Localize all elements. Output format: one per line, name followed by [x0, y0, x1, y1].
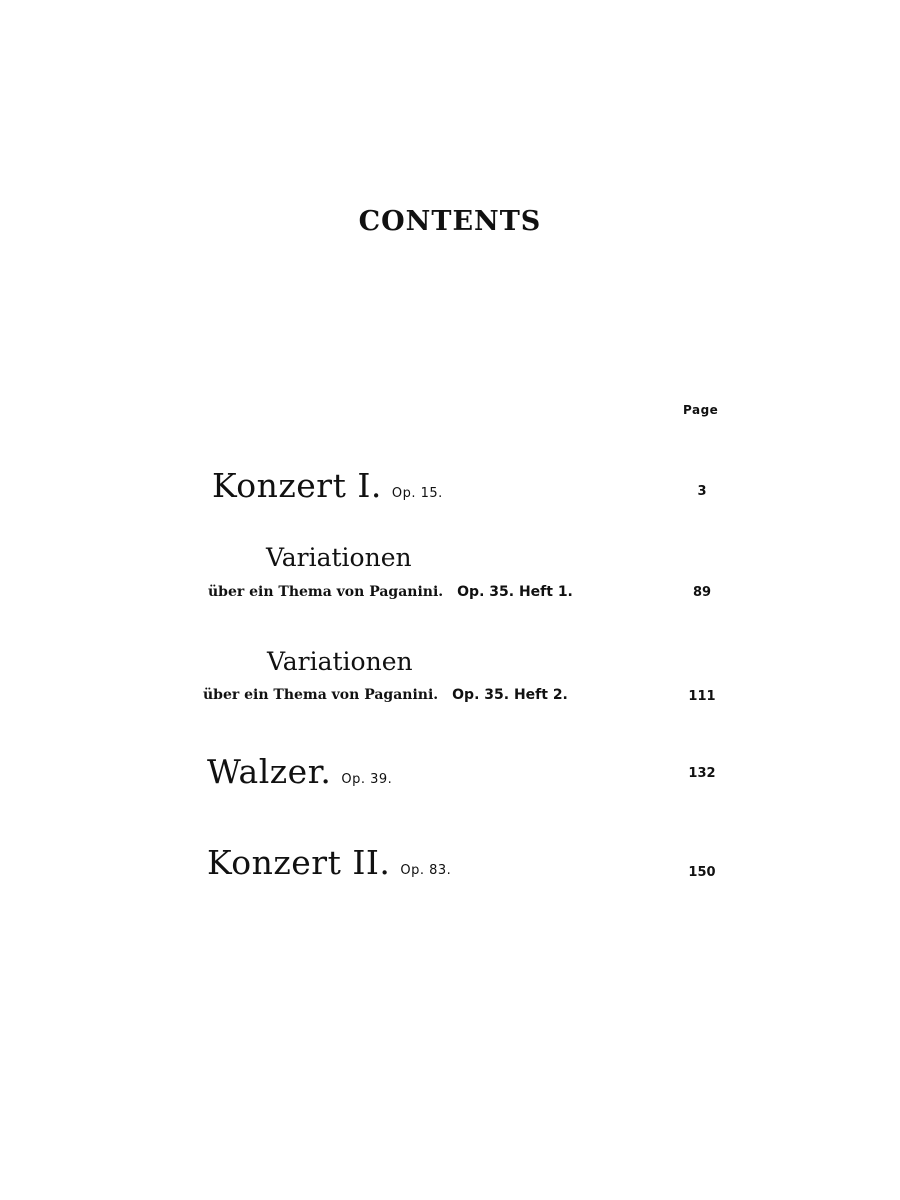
entry-page-number: 132: [688, 766, 716, 781]
entry-title: Variationen: [266, 543, 412, 572]
entry-subtitle-line: [208, 584, 573, 600]
entry-title-line: [207, 752, 392, 791]
page-title: CONTENTS: [358, 206, 542, 237]
entry-opus: Op. 35. Heft 1.: [457, 584, 573, 600]
entry-title: Konzert I.: [212, 466, 382, 505]
entry-opus: Op. 15.: [391, 486, 443, 501]
entry-page-number: 150: [688, 865, 716, 880]
entry-opus: Op. 83.: [400, 863, 452, 878]
entry-page-number: 89: [692, 585, 712, 600]
entry-opus: Op. 35. Heft 2.: [452, 687, 568, 703]
entry-subtitle-line: [203, 687, 568, 703]
entry-title-line: [212, 466, 443, 505]
entry-title: Walzer.: [207, 752, 332, 791]
entry-page-number: 111: [688, 689, 716, 704]
entry-title: Variationen: [267, 647, 413, 676]
entry-subtitle: über ein Thema von Paganini.: [203, 687, 439, 703]
page-column-header: Page: [683, 403, 719, 417]
entry-title: Konzert II.: [207, 843, 391, 882]
entry-title-line: [207, 843, 451, 882]
entry-page-number: 3: [697, 484, 707, 499]
entry-subtitle: über ein Thema von Paganini.: [208, 584, 444, 600]
entry-opus: Op. 39.: [341, 772, 393, 787]
